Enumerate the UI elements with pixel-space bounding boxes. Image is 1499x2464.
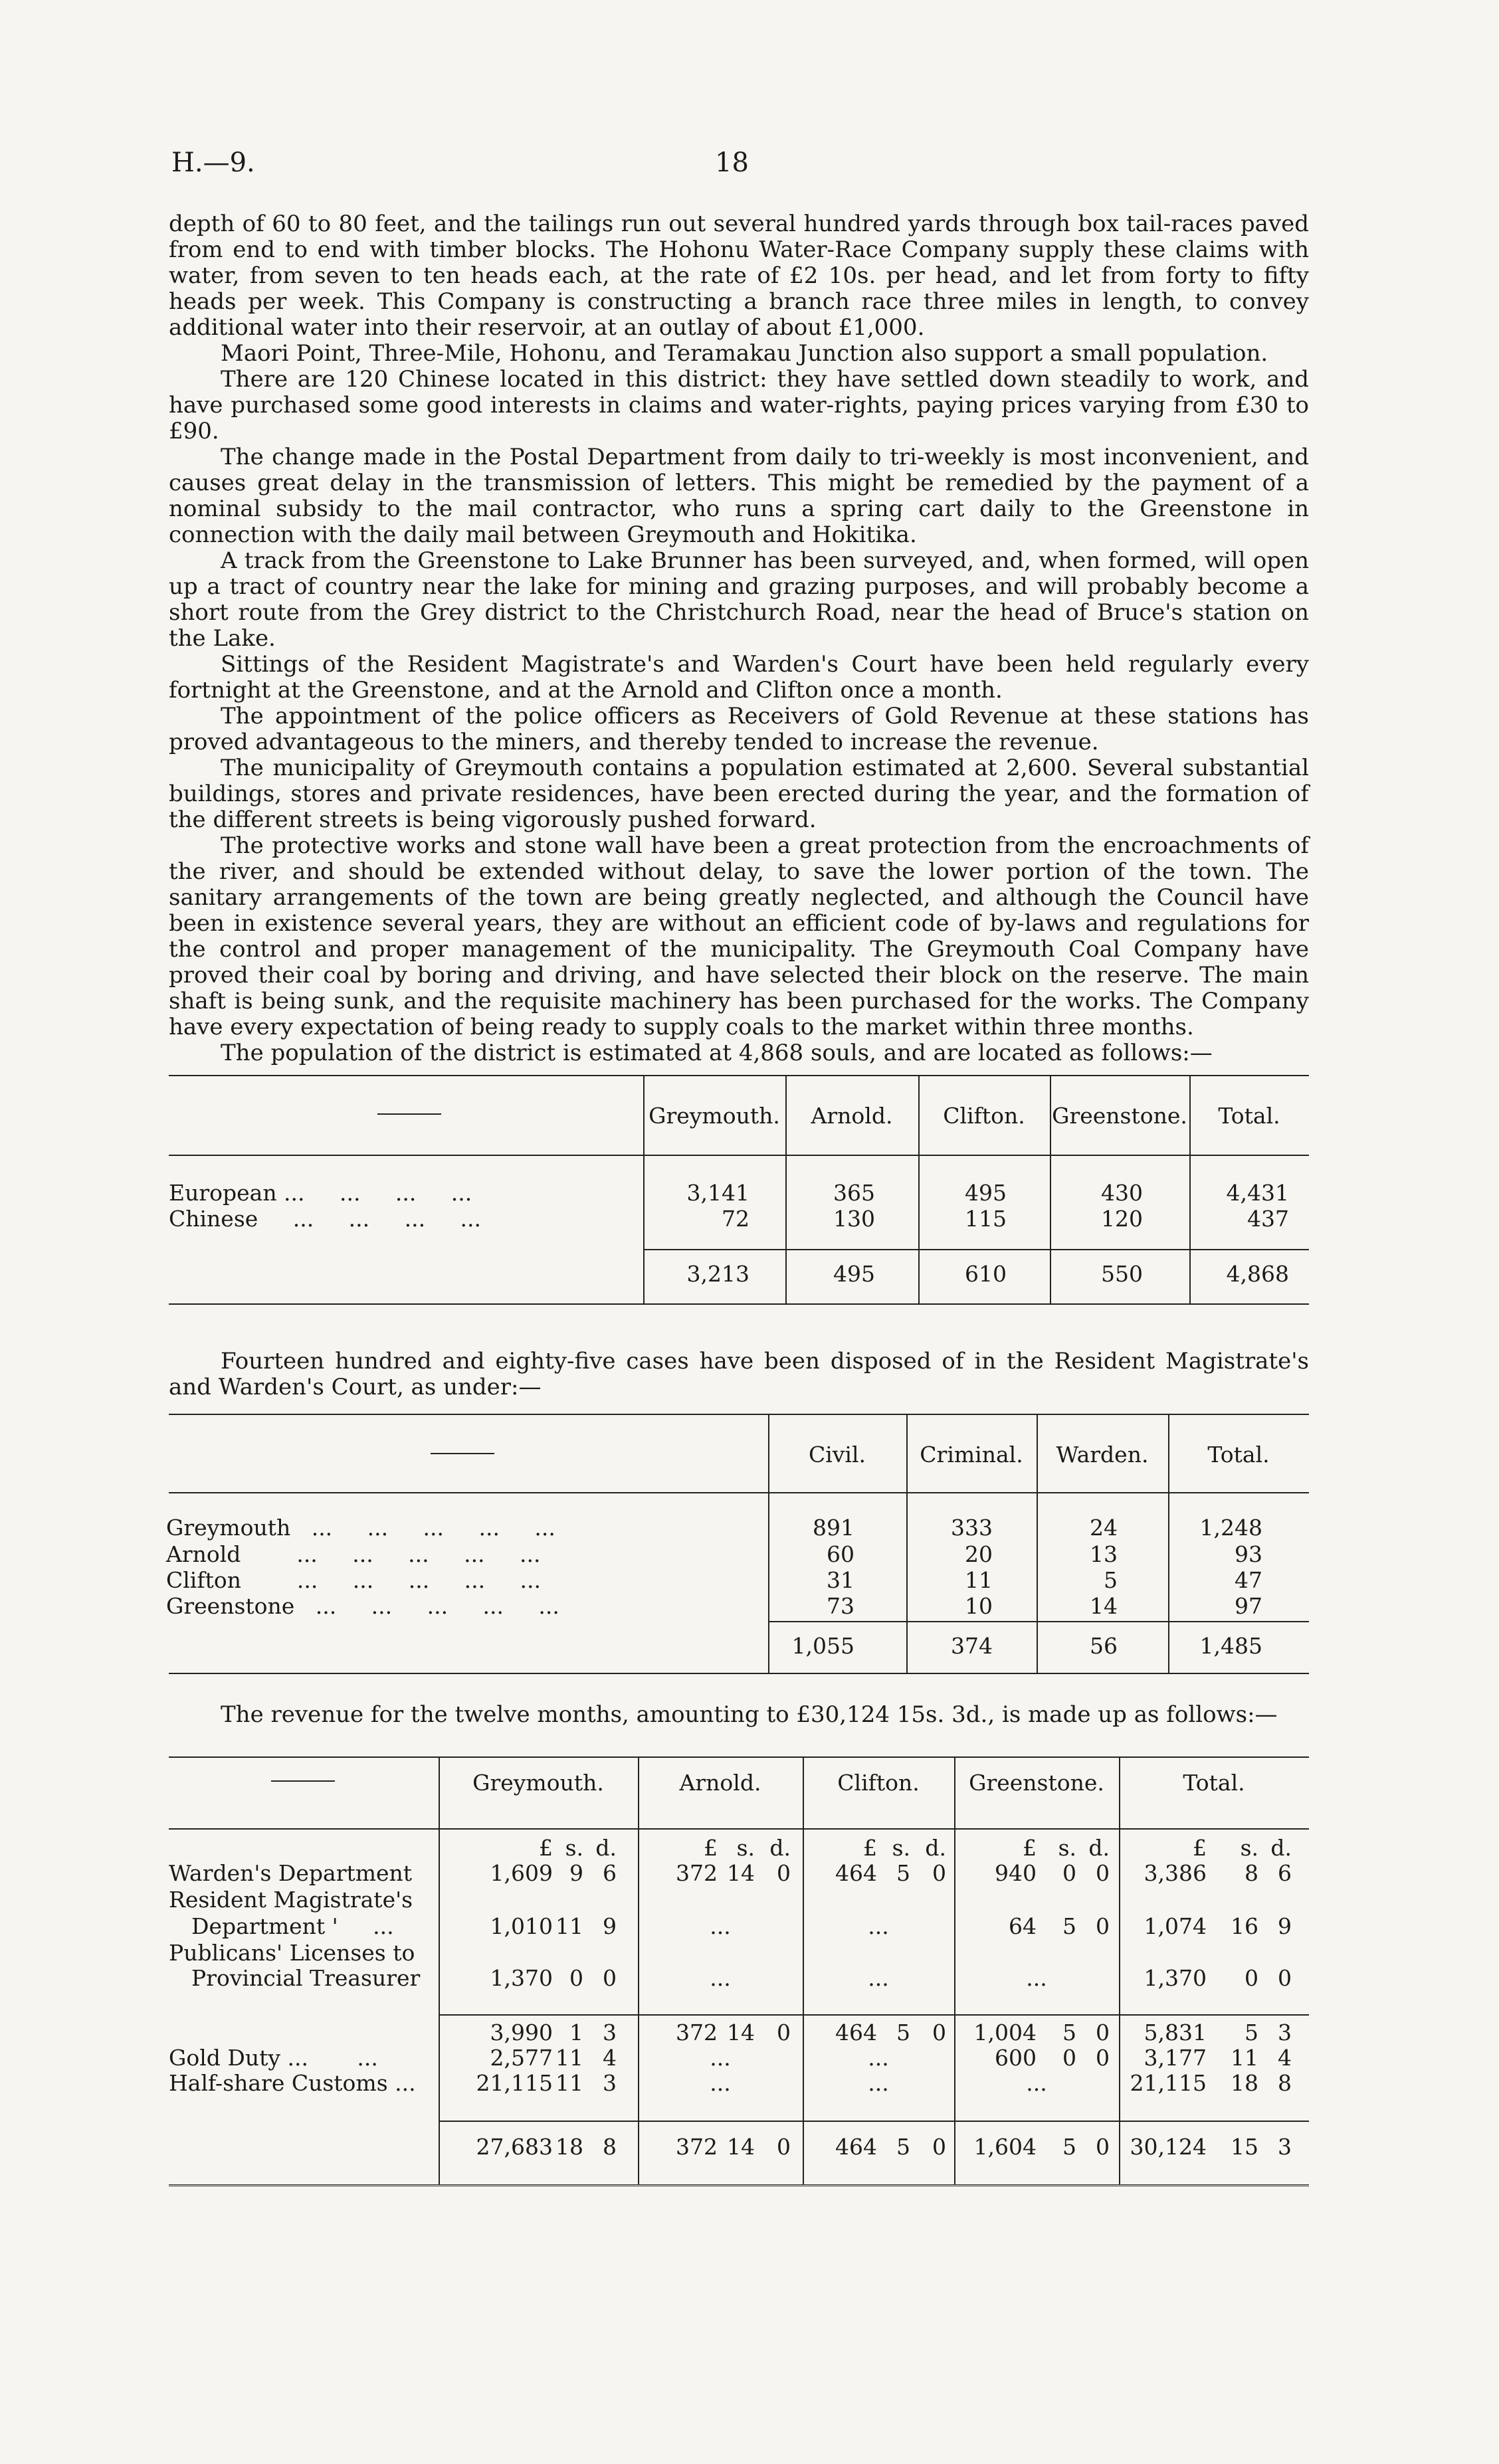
col-header: Total. (1207, 1442, 1270, 1468)
table-cell-shillings: 14 (727, 1860, 755, 1886)
col-header: Arnold. (811, 1103, 893, 1129)
table-cell-pounds: 372 (676, 2134, 718, 2160)
table-cell-pounds: 1,609 (490, 1860, 553, 1886)
table-cell-shillings: 5 (896, 1860, 910, 1886)
table-cell-shillings: 5 (896, 2134, 910, 2160)
table-cell: 20 (965, 1541, 993, 1567)
row-label: Arnold ... ... ... ... ... (166, 1541, 541, 1567)
table-cell-shillings: 0 (569, 1965, 583, 1991)
unit-pence: d. (1270, 1835, 1292, 1861)
unit-shilling: s. (736, 1835, 755, 1861)
total-cell: 4,868 (1226, 1261, 1289, 1287)
table-cell-pence: 3 (1278, 2020, 1292, 2045)
table-cell-pounds: 1,004 (973, 2020, 1037, 2045)
table-cell: 24 (1090, 1515, 1118, 1541)
table-cell-shillings: 5 (1062, 2020, 1076, 2045)
unit-pound: £ (1023, 1835, 1037, 1861)
table-cell: 1,248 (1199, 1515, 1262, 1541)
table-cell: 14 (1090, 1593, 1118, 1619)
paragraph: Maori Point, Three-Mile, Hohonu, and Teramakau Junction also support a small population. (221, 340, 1268, 367)
table-cell-shillings: 5 (1062, 2134, 1076, 2160)
table-cell: ... (868, 1913, 889, 1939)
table-cell-shillings: 11 (555, 2070, 583, 2096)
table-cell: 891 (813, 1515, 854, 1541)
table-cell-pounds: 2,577 (490, 2045, 553, 2071)
table-cell-shillings: 1 (569, 2020, 583, 2045)
row-label: Provincial Treasurer (191, 1965, 421, 1991)
page-number: 18 (715, 147, 749, 178)
table-cell-pounds: 27,683 (476, 2134, 553, 2160)
row-label: Gold Duty ... ... (169, 2045, 378, 2071)
table-cell-pence: 0 (1096, 1913, 1110, 1939)
table-cell: 60 (827, 1541, 854, 1567)
row-label: Half-share Customs ... (169, 2070, 416, 2096)
table-cell-pounds: 21,115 (476, 2070, 553, 2096)
table-cell: 120 (1101, 1206, 1143, 1232)
table-cell: 430 (1101, 1180, 1143, 1206)
table-cell: ... (868, 1965, 889, 1991)
table-cell-shillings: 18 (1231, 2070, 1258, 2096)
table-cell-shillings: 11 (1231, 2045, 1258, 2071)
table-cell: ... (710, 2070, 731, 2096)
table-cell-shillings: 0 (1062, 2045, 1076, 2071)
table-cell: ... (710, 1913, 731, 1939)
table-cell-pence: 0 (1096, 1860, 1110, 1886)
unit-shilling: s. (565, 1835, 583, 1861)
document-reference: H.—9. (171, 147, 255, 178)
table-cell: 31 (827, 1567, 854, 1593)
unit-pence: d. (1088, 1835, 1110, 1861)
table-cell-pounds: 3,177 (1144, 2045, 1207, 2071)
col-header: Warden. (1056, 1442, 1149, 1468)
table-cell-pounds: 21,115 (1130, 2070, 1207, 2096)
table-cell: 4,431 (1226, 1180, 1289, 1206)
row-label: Department ' ... (191, 1913, 394, 1939)
table-cell-shillings: 11 (555, 2045, 583, 2071)
table-cell-pence: 4 (1278, 2045, 1292, 2071)
table-cell: 130 (833, 1206, 875, 1232)
table-cell-pence: 0 (777, 1860, 791, 1886)
table-cell-pounds: 464 (835, 2020, 877, 2045)
table-cell-shillings: 9 (569, 1860, 583, 1886)
table-cell-pounds: 600 (995, 2045, 1037, 2071)
table-cell: 93 (1235, 1541, 1262, 1567)
table-cell-pence: 0 (932, 2020, 946, 2045)
unit-pound: £ (1193, 1835, 1207, 1861)
table-cell-pence: 9 (603, 1913, 617, 1939)
table-cell-shillings: 16 (1231, 1913, 1258, 1939)
total-cell: 3,213 (686, 1261, 750, 1287)
revenue-intro: The revenue for the twelve months, amounting to £30,124 15s. 3d., is made up as follows:— (221, 1701, 1278, 1728)
unit-pence: d. (925, 1835, 946, 1861)
row-label: Greenstone ... ... ... ... ... (166, 1593, 559, 1619)
paragraph: The population of the district is estimated at 4,868 souls, and are located as follows:— (221, 1040, 1213, 1066)
table-cell-pounds: 1,074 (1144, 1913, 1207, 1939)
col-header: Greymouth. (472, 1770, 604, 1796)
table-cell-pounds: 372 (676, 1860, 718, 1886)
total-cell: 1,485 (1199, 1633, 1262, 1659)
row-label: Chinese ... ... ... ... (169, 1206, 481, 1232)
unit-pound: £ (539, 1835, 553, 1861)
paragraph: depth of 60 to 80 feet, and the tailings run out several hundred yards through box tail-races paved from end to end with timber blocks. The Hohonu Water-Race Company supply these claims with water, from seven to ten heads each, at the rate of £2 10s. per head, and let from forty to fifty heads per week. This Company is constructing a branch race three miles in length, to convey additional water into their reservoir, at an outlay of about £1,000. (169, 211, 1309, 341)
table-cell-shillings: 18 (555, 2134, 583, 2160)
unit-pence: d. (595, 1835, 617, 1861)
row-label: Publicans' Licenses to (169, 1940, 415, 1966)
paragraph: The municipality of Greymouth contains a population estimated at 2,600. Several substantial buildings, stores and private residences, have been erected during the year, and the formation of the different streets is being vigorously pushed forward. (169, 755, 1309, 833)
table-cell: 11 (965, 1567, 993, 1593)
table-cell: 13 (1090, 1541, 1118, 1567)
table-cell-shillings: 8 (1245, 1860, 1258, 1886)
paragraph: The protective works and stone wall have been a great protection from the encroachments of the river, and should be extended without delay, to save the lower portion of the town. The sanitary arrangements of the town are being greatly neglected, and although the Council have been in existence several years, they are without an efficient code of by-laws and regulations for the control and proper management of the municipality. The Greymouth Coal Company have proved their coal by boring and driving, and have selected their block on the reserve. The main shaft is being sunk, and the requisite machinery has been purchased for the works. The Company have every expectation of being ready to supply coals to the market within three months. (169, 832, 1309, 1040)
row-label: Warden's Department (169, 1860, 413, 1886)
unit-pound: £ (863, 1835, 877, 1861)
table-cell-pence: 6 (603, 1860, 617, 1886)
col-header: Greenstone. (969, 1770, 1104, 1796)
paragraph: The change made in the Postal Department from daily to tri-weekly is most inconvenient, and causes great delay in the transmission of letters. This might be remedied by the payment of a nominal subsidy to the mail contractor, who runs a spring cart daily to the Greenstone in connection with the daily mail between Greymouth and Hokitika. (169, 444, 1309, 548)
table-cell-pounds: 1,370 (1144, 1965, 1207, 1991)
table-cell-pence: 0 (932, 2134, 946, 2160)
table-cell-pence: 0 (1278, 1965, 1292, 1991)
row-label: Resident Magistrate's (169, 1887, 413, 1913)
table-cell-shillings: 5 (1245, 2020, 1258, 2045)
col-header: Greenstone. (1052, 1103, 1187, 1129)
table-cell-pence: 0 (932, 1860, 946, 1886)
unit-shilling: s. (1240, 1835, 1258, 1861)
col-header: Civil. (808, 1442, 866, 1468)
table-cell-pence: 0 (777, 2134, 791, 2160)
table-cell-shillings: 0 (1062, 1860, 1076, 1886)
row-label: Greymouth ... ... ... ... ... (166, 1515, 555, 1541)
table-cell-shillings: 5 (896, 2020, 910, 2045)
table-cell: ... (868, 2070, 889, 2096)
unit-shilling: s. (892, 1835, 910, 1861)
total-cell: 495 (833, 1261, 875, 1287)
table-cell: ... (1026, 1965, 1047, 1991)
table-cell-shillings: 14 (727, 2020, 755, 2045)
table-cell-pence: 3 (1278, 2134, 1292, 2160)
paragraph: A track from the Greenstone to Lake Brunner has been surveyed, and, when formed, will open up a tract of country near the lake for mining and grazing purposes, and will probably become a short route from the Grey district to the Christchurch Road, near the head of Bruce's station on the Lake. (169, 547, 1309, 652)
table-cell-pounds: 372 (676, 2020, 718, 2045)
paragraph: There are 120 Chinese located in this district: they have settled down steadily to work, and have purchased some good interests in claims and water-rights, paying prices varying from £30 to £90. (169, 366, 1309, 444)
row-label: European ... ... ... ... (169, 1180, 472, 1206)
table-cell-shillings: 11 (555, 1913, 583, 1939)
table-cell: 97 (1235, 1593, 1262, 1619)
table-cell-shillings: 14 (727, 2134, 755, 2160)
table-cell-shillings: 0 (1245, 1965, 1258, 1991)
table-cell-shillings: 5 (1062, 1913, 1076, 1939)
total-cell: 374 (951, 1633, 993, 1659)
unit-pound: £ (704, 1835, 718, 1861)
col-header: Total. (1183, 1770, 1245, 1796)
table-cell-pence: 8 (603, 2134, 617, 2160)
body-text (169, 211, 1309, 1066)
table-cell: ... (868, 2045, 889, 2071)
col-header: Greymouth. (649, 1103, 780, 1129)
table-cell-pounds: 940 (995, 1860, 1037, 1886)
table-cell-pounds: 5,831 (1144, 2020, 1207, 2045)
table-cell: 3,141 (686, 1180, 750, 1206)
table-cell: 115 (965, 1206, 1007, 1232)
col-header: Clifton. (837, 1770, 920, 1796)
paragraph: Sittings of the Resident Magistrate's and Warden's Court have been held regularly every fortnight at the Greenstone, and at the Arnold and Clifton once a month. (169, 651, 1309, 704)
table-cell-pounds: 3,386 (1144, 1860, 1207, 1886)
table-cell: ... (1026, 2070, 1047, 2096)
table-cell-pence: 0 (1096, 2020, 1110, 2045)
total-cell: 550 (1101, 1261, 1143, 1287)
table-cell-pounds: 464 (835, 1860, 877, 1886)
col-header: Clifton. (943, 1103, 1025, 1129)
table-cell-pounds: 30,124 (1130, 2134, 1207, 2160)
table-cell: ... (710, 1965, 731, 1991)
table-cell-pounds: 64 (1009, 1913, 1037, 1939)
table-cell: 437 (1247, 1206, 1289, 1232)
table-cell-pence: 0 (777, 2020, 791, 2045)
col-header: Arnold. (679, 1770, 761, 1796)
table-cell: 333 (951, 1515, 993, 1541)
table-cell-pence: 0 (1096, 2134, 1110, 2160)
paragraph: The appointment of the police officers as Receivers of Gold Revenue at these stations has proved advantageous to the miners, and thereby tended to increase the revenue. (169, 703, 1309, 755)
table-cell-pence: 3 (603, 2020, 617, 2045)
table-cell-pence: 9 (1278, 1913, 1292, 1939)
table-cell-pence: 4 (603, 2045, 617, 2071)
table-cell-pence: 6 (1278, 1860, 1292, 1886)
col-header: Criminal. (920, 1442, 1023, 1468)
total-cell: 1,055 (791, 1633, 854, 1659)
table-cell-pence: 0 (1096, 2045, 1110, 2071)
table-cell-pounds: 1,604 (973, 2134, 1037, 2160)
table-cell-shillings: 15 (1231, 2134, 1258, 2160)
total-cell: 610 (965, 1261, 1007, 1287)
row-label: Clifton ... ... ... ... ... (166, 1567, 542, 1593)
table-cell-pence: 3 (603, 2070, 617, 2096)
table-cell: 5 (1104, 1567, 1118, 1593)
table-cell: 47 (1235, 1567, 1262, 1593)
table-cell: 365 (833, 1180, 875, 1206)
unit-shilling: s. (1058, 1835, 1076, 1861)
table-cell: ... (710, 2045, 731, 2071)
table-cell-pounds: 1,010 (490, 1913, 553, 1939)
cases-intro: Fourteen hundred and eighty-five cases have been disposed of in the Resident Magistrate's and Warden's Court, as under:— (169, 1348, 1309, 1400)
table-cell-pounds: 464 (835, 2134, 877, 2160)
table-cell: 72 (722, 1206, 750, 1232)
table-cell: 495 (965, 1180, 1007, 1206)
col-header: Total. (1218, 1103, 1280, 1129)
table-cell: 73 (827, 1593, 854, 1619)
table-cell-pounds: 3,990 (490, 2020, 553, 2045)
table-cell: 10 (965, 1593, 993, 1619)
total-cell: 56 (1090, 1633, 1118, 1659)
table-cell-pounds: 1,370 (490, 1965, 553, 1991)
table-cell-pence: 8 (1278, 2070, 1292, 2096)
table-cell-pence: 0 (603, 1965, 617, 1991)
unit-pence: d. (769, 1835, 791, 1861)
